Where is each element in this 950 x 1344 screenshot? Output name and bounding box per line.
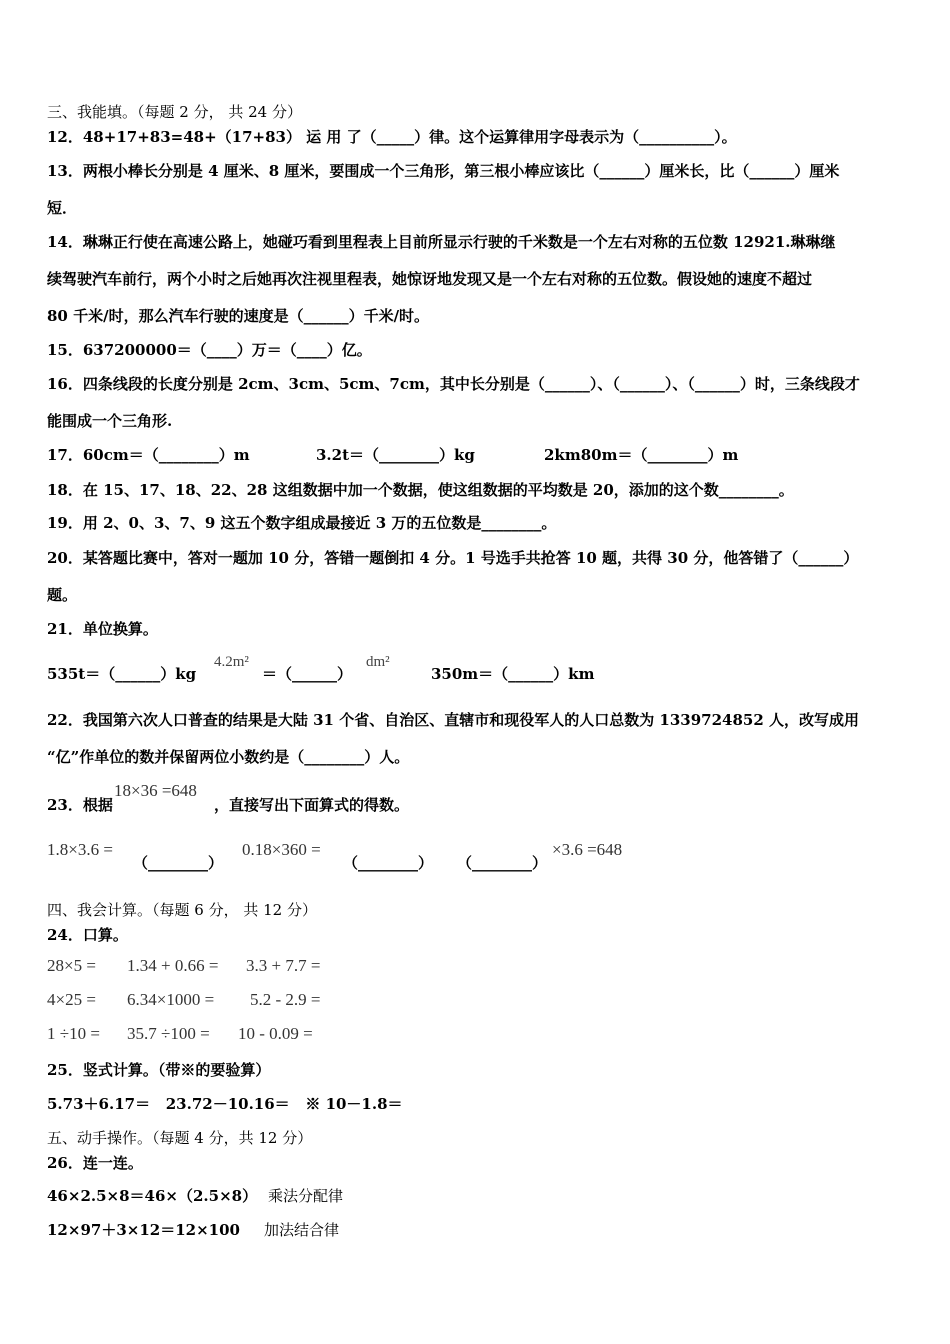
question-22-line-2: “亿”作单位的数并保留两位小数约是（________）人。 xyxy=(47,748,410,766)
question-26-title: 26．连一连。 xyxy=(47,1154,143,1172)
mental-math-2-2: 6.34×1000 = xyxy=(127,990,215,1009)
question-16-line-2: 能围成一个三角形. xyxy=(47,412,173,430)
question-13-line-1: 13．两根小棒长分别是 4 厘米、8 厘米，要围成一个三角形，第三根小棒应该比（______）厘米长，比（______）厘米 xyxy=(47,162,840,180)
question-23-expr-2: 0.18×360 = xyxy=(242,840,321,859)
question-12: 12．48+17+83=48+（17+83） 运 用 了（_____）律。这个运算律用字母表示为（__________）。 xyxy=(47,128,737,146)
question-23-blank-2: （________） xyxy=(343,854,434,872)
question-21-part-a: 535t＝（______）kg xyxy=(47,665,197,683)
question-17-part-c: 2km80m＝（________）m xyxy=(544,446,739,464)
question-14-line-2: 续驾驶汽车前行，两个小时之后她再次注视里程表，她惊讶地发现又是一个左右对称的五位数。假设她的速度不超过 xyxy=(47,270,813,288)
question-17-part-b: 3.2t＝（________）kg xyxy=(316,446,475,464)
mental-math-1-3: 3.3 + 7.7 = xyxy=(246,956,321,975)
question-23-expr-1: 1.8×3.6 = xyxy=(47,840,113,859)
question-23-prefix: 23．根据 xyxy=(47,796,113,814)
question-21-title: 21．单位换算。 xyxy=(47,620,158,638)
question-20-line-1: 20．某答题比赛中，答对一题加 10 分，答错一题倒扣 4 分。1 号选手共抢答 10 题，共得 30 分，他答错了（______） xyxy=(47,549,859,567)
question-21-part-c: 350m＝（______）km xyxy=(431,665,595,683)
match-left-2: 12×97＋3×12＝12×100 xyxy=(47,1221,240,1239)
mental-math-1-2: 1.34 + 0.66 = xyxy=(127,956,219,975)
question-21-part-b-unit: dm² xyxy=(366,654,390,670)
mental-math-2-1: 4×25 = xyxy=(47,990,96,1009)
mental-math-3-2: 35.7 ÷100 = xyxy=(127,1024,210,1043)
mental-math-1-1: 28×5 = xyxy=(47,956,96,975)
question-23-blank-3: （________） xyxy=(457,854,548,872)
section-3-heading: 三、我能填。（每题 2 分， 共 24 分） xyxy=(47,103,302,121)
match-right-1: 乘法分配律 xyxy=(268,1187,344,1205)
mental-math-2-3: 5.2 - 2.9 = xyxy=(250,990,321,1009)
question-23-expr-3: ×3.6 =648 xyxy=(552,840,623,859)
question-23-formula: 18×36 =648 xyxy=(114,781,197,800)
question-15: 15．637200000＝（____）万＝（____）亿。 xyxy=(47,341,372,359)
section-5-heading: 五、动手操作。（每题 4 分，共 12 分） xyxy=(47,1129,313,1147)
question-19: 19．用 2、0、3、7、9 这五个数字组成最接近 3 万的五位数是________。 xyxy=(47,514,557,532)
question-17-part-a: 17．60cm＝（________）m xyxy=(47,446,250,464)
question-22-line-1: 22．我国第六次人口普查的结果是大陆 31 个省、自治区、直辖市和现役军人的人口总数为 1339724852 人，改写成用 xyxy=(47,711,860,729)
question-20-line-2: 题。 xyxy=(47,586,78,604)
match-right-2: 加法结合律 xyxy=(264,1221,340,1239)
question-23-blank-1: （________） xyxy=(133,854,224,872)
question-14-line-1: 14．琳琳正行使在高速公路上，她碰巧看到里程表上目前所显示行驶的千米数是一个左右对称的五位数 12921.琳琳继 xyxy=(47,233,836,251)
question-25-items: 5.73＋6.17＝ 23.72－10.16＝ ※ 10－1.8＝ xyxy=(47,1095,403,1113)
section-4-heading: 四、我会计算。（每题 6 分， 共 12 分） xyxy=(47,901,317,919)
question-24-title: 24．口算。 xyxy=(47,926,128,944)
mental-math-3-1: 1 ÷10 = xyxy=(47,1024,100,1043)
question-13-line-2: 短． xyxy=(47,199,78,217)
question-25-title: 25．竖式计算。（带※的要验算） xyxy=(47,1061,271,1079)
question-16-line-1: 16．四条线段的长度分别是 2cm、3cm、5cm、7cm，其中长分别是（______）、（______）、（______）时，三条线段才 xyxy=(47,375,860,393)
match-left-1: 46×2.5×8＝46×（2.5×8） xyxy=(47,1187,258,1205)
mental-math-3-3: 10 - 0.09 = xyxy=(238,1024,313,1043)
question-23-suffix: ，直接写出下面算式的得数。 xyxy=(214,796,410,814)
question-21-part-b-value: 4.2m² xyxy=(214,654,249,670)
question-18: 18．在 15、17、18、22、28 这组数据中加一个数据，使这组数据的平均数是 20，添加的这个数________。 xyxy=(47,481,794,499)
question-14-line-3: 80 千米/时，那么汽车行驶的速度是（______）千米/时。 xyxy=(47,307,430,325)
question-21-part-b-blank: ＝（______） xyxy=(262,665,353,683)
